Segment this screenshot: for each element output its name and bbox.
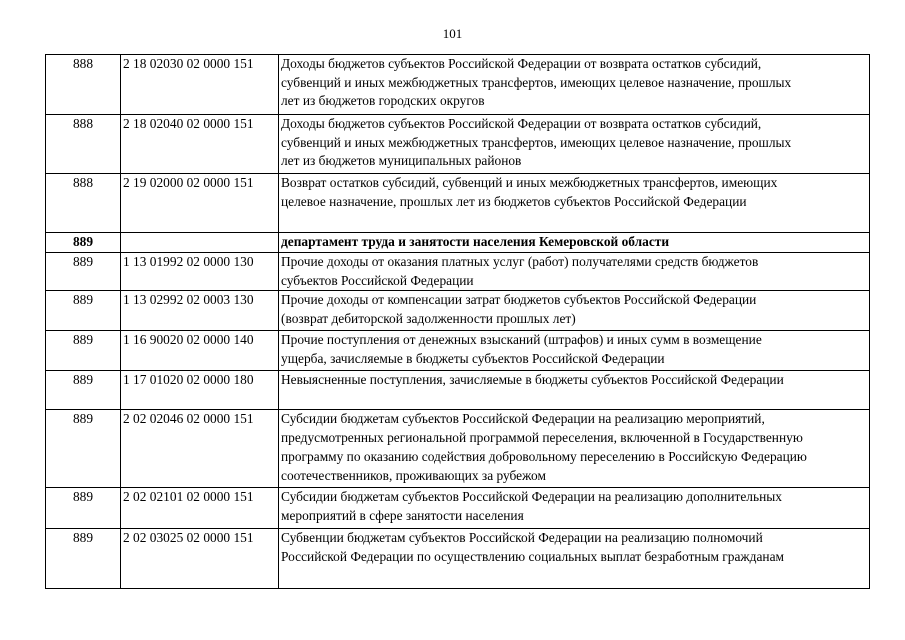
description-cell [279, 529, 870, 589]
budget-code-cell: 2 19 02000 02 0000 151 [121, 174, 279, 233]
description-line: Невыясненные поступления, зачисляемые в бюджеты субъектов Российской Федерации [281, 372, 784, 388]
admin-code-cell: 889 [46, 488, 121, 529]
description-line: субвенций и иных межбюджетных трансфертов, имеющих целевое назначение, прошлых [281, 134, 792, 150]
table-row [46, 410, 870, 488]
description-line: Субвенции бюджетам субъектов Российской Федерации на реализацию полномочий [281, 530, 763, 546]
budget-code-cell: 2 02 02101 02 0000 151 [121, 488, 279, 529]
budget-classification-table [45, 54, 870, 589]
budget-code-cell: 2 18 02040 02 0000 151 [121, 115, 279, 174]
description-line: соотечественников, проживающих за рубежом [281, 467, 546, 483]
description-line: ущерба, зачисляемые в бюджеты субъектов Российской Федерации [281, 351, 665, 367]
description-line: Прочие поступления от денежных взысканий (штрафов) и иных сумм в возмещение [281, 332, 762, 348]
description-cell [279, 115, 870, 174]
description-line: предусмотренных региональной программой переселения, включенной в Государственную [281, 430, 803, 446]
budget-code-cell: 2 18 02030 02 0000 151 [121, 55, 279, 115]
description-cell [279, 488, 870, 529]
table-row [46, 253, 870, 291]
admin-code-cell: 889 [46, 410, 121, 488]
budget-code-cell: 1 13 01992 02 0000 130 [121, 253, 279, 291]
table-row [46, 331, 870, 371]
description-line: мероприятий в сфере занятости населения [281, 508, 524, 524]
description-cell [279, 55, 870, 115]
budget-code-cell: 2 02 03025 02 0000 151 [121, 529, 279, 589]
admin-code-cell: 889 [46, 331, 121, 371]
department-title-cell [279, 233, 870, 253]
description-cell [279, 291, 870, 331]
admin-code-cell: 889 [46, 529, 121, 589]
table-row [46, 115, 870, 174]
table-row-department-header [46, 233, 870, 253]
admin-code-cell: 889 [46, 291, 121, 331]
description-cell [279, 253, 870, 291]
description-line: целевое назначение, прошлых лет из бюджетов субъектов Российской Федерации [281, 193, 747, 209]
description-line: субъектов Российской Федерации [281, 272, 474, 288]
description-line: Прочие доходы от компенсации затрат бюджетов субъектов Российской Федерации [281, 292, 757, 308]
table-row [46, 174, 870, 233]
admin-code-cell: 888 [46, 55, 121, 115]
description-line: программу по оказанию содействия добровольному переселению в Российскую Федерацию [281, 448, 807, 464]
budget-code-cell: 2 02 02046 02 0000 151 [121, 410, 279, 488]
description-line: Доходы бюджетов субъектов Российской Федерации от возврата остатков субсидий, [281, 56, 762, 71]
budget-code-cell [121, 233, 279, 253]
description-cell [279, 410, 870, 488]
admin-code-cell: 888 [46, 174, 121, 233]
admin-code-cell: 889 [46, 253, 121, 291]
description-cell [279, 371, 870, 410]
admin-code-cell: 889 [46, 371, 121, 410]
table-row [46, 371, 870, 410]
description-line: Российской Федерации по осуществлению социальных выплат безработным гражданам [281, 549, 785, 565]
description-cell [279, 174, 870, 233]
budget-code-cell: 1 17 01020 02 0000 180 [121, 371, 279, 410]
page-number: 101 [442, 26, 463, 41]
table-row [46, 529, 870, 589]
description-line: Прочие доходы от оказания платных услуг (работ) получателями средств бюджетов [281, 254, 759, 269]
table-row [46, 55, 870, 115]
table-row [46, 291, 870, 331]
description-line: (возврат дебиторской задолженности прошлых лет) [281, 311, 576, 327]
admin-code-cell: 888 [46, 115, 121, 174]
description-line: Возврат остатков субсидий, субвенций и иных межбюджетных трансфертов, имеющих [281, 175, 778, 190]
budget-code-cell: 1 16 90020 02 0000 140 [121, 331, 279, 371]
description-line: субвенций и иных межбюджетных трансфертов, имеющих целевое назначение, прошлых [281, 74, 792, 90]
admin-code-cell: 889 [46, 233, 121, 253]
description-line: лет из бюджетов муниципальных районов [281, 153, 522, 169]
description-cell [279, 331, 870, 371]
table-row [46, 488, 870, 529]
description-line: лет из бюджетов городских округов [281, 93, 485, 109]
description-line: Доходы бюджетов субъектов Российской Федерации от возврата остатков субсидий, [281, 116, 762, 131]
description-line: Субсидии бюджетам субъектов Российской Федерации на реализацию дополнительных [281, 489, 782, 505]
description-line: Субсидии бюджетам субъектов Российской Федерации на реализацию мероприятий, [281, 411, 765, 427]
budget-code-cell: 1 13 02992 02 0003 130 [121, 291, 279, 331]
department-title: департамент труда и занятости населения Кемеровской области [281, 234, 670, 249]
